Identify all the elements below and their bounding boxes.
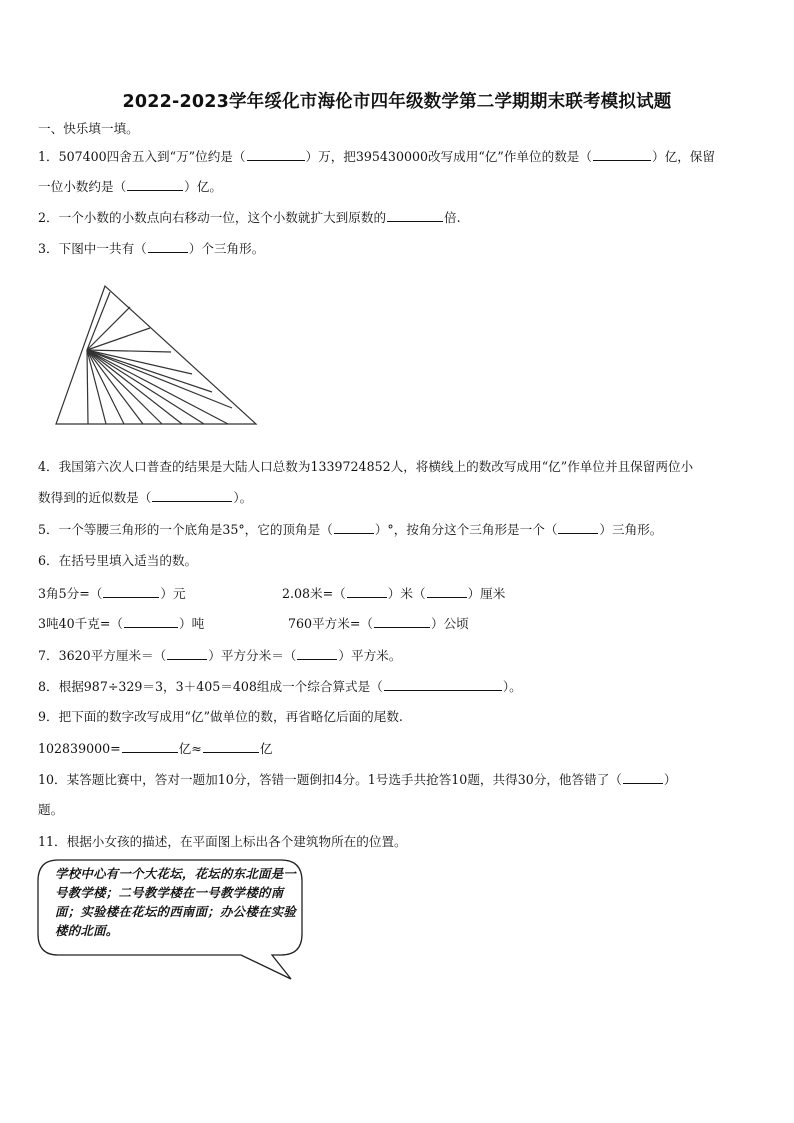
question-1-line-1: 1．507400四舍五入到“万”位约是（ ）万，把395430000改写成用“亿”作单位的数是（ ）亿，保留 — [38, 149, 715, 164]
ray — [87, 292, 110, 350]
question-5: 5．一个等腰三角形的一个底角是35°，它的顶角是（ ）°，按角分这个三角形是一个（ ）三角形。 — [38, 522, 663, 537]
section-heading: 一、快乐填一填。 — [38, 121, 139, 136]
question-3: 3．下图中一共有（ ）个三角形。 — [38, 241, 265, 256]
ray — [87, 350, 88, 424]
question-6-row-2: 3吨40千克=（ ）吨 760平方米=（ ）公顷 — [38, 616, 469, 631]
answer-blank[interactable] — [203, 740, 259, 753]
ray — [87, 350, 162, 424]
ray — [87, 350, 212, 392]
answer-blank[interactable] — [593, 148, 651, 161]
ray — [87, 307, 130, 350]
question-1-line-2: 一位小数约是（ ）亿。 — [38, 179, 222, 194]
answer-blank[interactable] — [623, 771, 663, 784]
answer-blank[interactable] — [152, 489, 232, 502]
answer-blank[interactable] — [427, 585, 467, 598]
answer-blank[interactable] — [167, 647, 207, 660]
ray — [87, 350, 228, 424]
answer-blank[interactable] — [297, 647, 337, 660]
answer-blank[interactable] — [247, 148, 305, 161]
question-7: 7．3620平方厘米＝（ ）平方分米＝（ ）平方米。 — [38, 648, 402, 663]
question-10-line-1: 10．某答题比赛中，答对一题加10分，答错一题倒扣4分。1号选手共抢答10题，共得30分，他答错了（ ） — [38, 772, 677, 787]
answer-blank[interactable] — [334, 521, 374, 534]
question-6-row-1: 3角5分=（ ）元 2.08米=（ ）米（ ）厘米 — [38, 586, 506, 601]
ray — [87, 328, 150, 350]
question-4-line-1: 4．我国第六次人口普查的结果是大陆人口总数为1339724852人，将横线上的数改写成用“亿”作单位并且保留两位小 — [38, 459, 694, 474]
answer-blank[interactable] — [347, 585, 387, 598]
bubble-text: 学校中心有一个大花坛，花坛的东北面是一号教学楼；二号教学楼在一号教学楼的南面；实验楼在花坛的西南面；办公楼在实验楼的北面。 — [55, 866, 297, 938]
question-11: 11．根据小女孩的描述，在平面图上标出各个建筑物所在的位置。 — [38, 834, 407, 849]
triangle-figure — [40, 282, 270, 430]
question-9: 9．把下面的数字改写成用“亿”做单位的数，再省略亿后面的尾数. — [38, 709, 403, 724]
ray — [87, 350, 106, 424]
question-9-answer: 102839000= 亿≈ 亿 — [38, 741, 273, 756]
ray — [87, 350, 171, 352]
answer-blank[interactable] — [103, 585, 159, 598]
answer-blank[interactable] — [122, 740, 178, 753]
question-4-line-2: 数得到的近似数是（ ）。 — [38, 490, 253, 505]
answer-blank[interactable] — [127, 178, 183, 191]
question-2: 2．一个小数的小数点向右移动一位，这个小数就扩大到原数的 倍. — [38, 210, 461, 225]
answer-blank[interactable] — [124, 615, 178, 628]
answer-blank[interactable] — [558, 521, 598, 534]
answer-blank[interactable] — [148, 240, 188, 253]
question-8: 8．根据987÷329＝3，3＋405＝408组成一个综合算式是（ ）。 — [38, 679, 522, 694]
question-6: 6．在括号里填入适当的数。 — [38, 553, 198, 568]
answer-blank[interactable] — [374, 615, 430, 628]
answer-blank[interactable] — [384, 678, 502, 691]
question-10-line-2: 题。 — [38, 802, 64, 817]
page-title: 2022-2023学年绥化市海伦市四年级数学第二学期期末联考模拟试题 — [122, 92, 672, 112]
answer-blank[interactable] — [387, 209, 443, 222]
